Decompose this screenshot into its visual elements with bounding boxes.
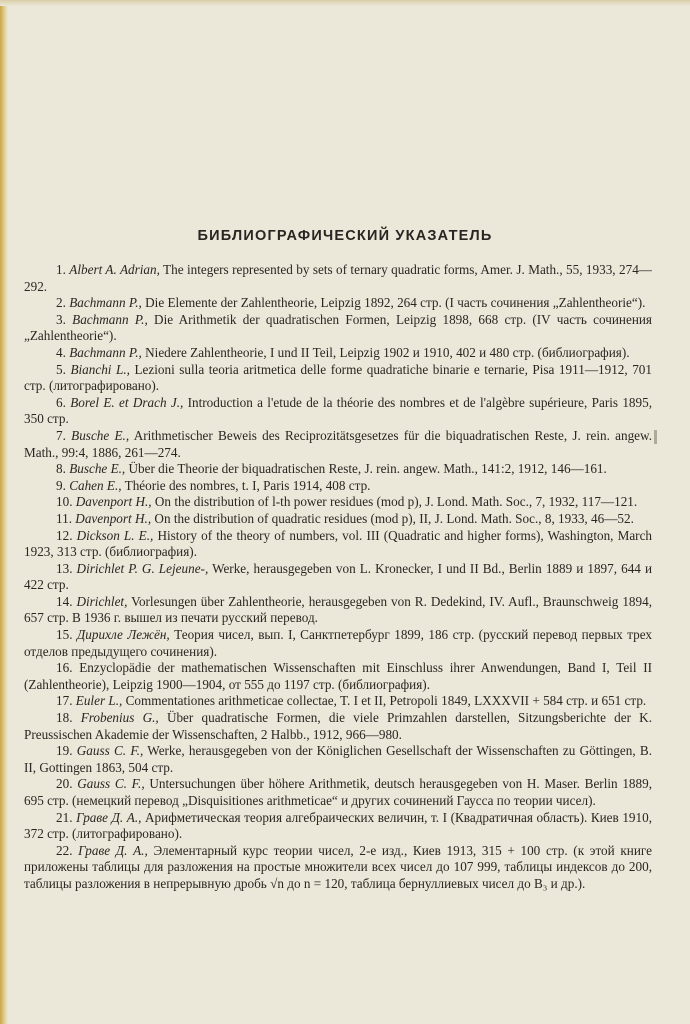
reference-author: Bachmann P., [72, 311, 148, 327]
reference-text: Die Arithmetik der quadratischen Formen, Leipzig 1898, 668 стр. (IV часть сочинения „Zahlentheorie“). [24, 311, 652, 344]
reference-author: Dirichlet P. G. Lejeune-, [76, 560, 209, 576]
reference-author: Дирихле Лежён, [76, 627, 170, 643]
reference-number: 21. [56, 809, 73, 825]
reference-entry [24, 843, 652, 893]
reference-text: Элементарный курс теории чисел, 2-е изд., Киев 1913, 315 + 100 стр. (к этой книге приложены таблицы для разложения на простые множители всех чисел до 107 999, таблицы индексов до 200, таблицы разложения в непрерывную дробь √n до n = 120, таблица бернуллиевых чисел до B₃ и др.). [24, 842, 652, 891]
reference-author: Davenport H., [75, 494, 152, 510]
reference-text: Über die Theorie der biquadratischen Reste, J. rein. angew. Math., 141:2, 1912, 146—161. [125, 461, 607, 477]
reference-author: Dickson L. E., [76, 527, 154, 543]
page-edge [0, 0, 8, 1024]
reference-text: On the distribution of quadratic residues (mod p), II, J. Lond. Math. Soc., 8, 1933, 46—52. [151, 510, 634, 526]
reference-number: 8. [56, 461, 66, 477]
reference-number: 13. [56, 560, 73, 576]
reference-text: Théorie des nombres, t. I, Paris 1914, 408 стр. [121, 477, 371, 493]
reference-entry [24, 561, 652, 594]
page-heading: БИБЛИОГРАФИЧЕСКИЙ УКАЗАТЕЛЬ [197, 228, 493, 244]
reference-author: Frobenius G., [80, 710, 159, 726]
reference-number: 4. [56, 344, 66, 360]
reference-number: 16. [56, 660, 73, 676]
reference-number: 15. [56, 627, 73, 643]
reference-text: Арифметическая теория алгебраических величин, т. I (Квадратичная область). Киев 1910, 372 стр. (литографировано). [24, 809, 653, 842]
reference-list [24, 262, 652, 893]
reference-number: 22. [56, 842, 73, 858]
reference-number: 12. [56, 527, 73, 543]
reference-entry [24, 478, 652, 495]
reference-text: Die Elemente der Zahlentheorie, Leipzig 1892, 264 стр. (I часть сочинения „Zahlentheorie“). [141, 295, 646, 311]
reference-entry [24, 461, 652, 478]
reference-entry [24, 345, 652, 362]
reference-number: 1. [56, 262, 66, 277]
reference-number: 18. [56, 710, 73, 726]
reference-author: Граве Д. А., [78, 842, 148, 858]
reference-text: Commentationes arithmeticae collectae, T. I et II, Petropoli 1849, LXXXVII + 584 стр. и 651 стр. [122, 693, 647, 709]
reference-entry [24, 511, 652, 528]
reference-number: 3. [56, 311, 66, 327]
reference-entry [24, 494, 652, 511]
reference-number: 9. [56, 477, 66, 493]
reference-entry [24, 295, 652, 312]
reference-number: 10. [56, 494, 73, 510]
reference-entry [24, 428, 652, 461]
reference-text: Vorlesungen über Zahlentheorie, herausgegeben von R. Dedekind, IV. Aufl., Braunschweig 1894, 657 стр. В 1936 г. вышел из печати русский перевод. [24, 593, 653, 626]
reference-text: On the distribution of l-th power residues (mod p), J. Lond. Math. Soc., 7, 1932, 117—121. [151, 494, 638, 510]
reference-author: Cahen E., [69, 477, 122, 493]
reference-author: Davenport H., [75, 510, 152, 526]
reference-text: Untersuchungen über höhere Arithmetik, deutsch herausgegeben von H. Maser. Berlin 1889, 695 стр. (немецкий перевод „Disquisitiones arithmeticae“ и других сочинений Гаусса по теории чисел). [24, 776, 652, 808]
reference-entry [24, 660, 652, 693]
reference-text: History of the theory of numbers, vol. III (Quadratic and higher forms), Washington, March 1923, 313 стр. (библиография). [24, 527, 653, 560]
reference-number: 2. [56, 295, 66, 311]
reference-author: Albert A. Adrian, [69, 262, 160, 277]
reference-entry [24, 627, 652, 660]
reference-number: 19. [56, 743, 73, 759]
reference-author: Bachmann P., [69, 344, 142, 360]
reference-author: Gauss C. F., [77, 776, 145, 792]
reference-text: Enzyclopädie der mathematischen Wissenschaften mit Einschluss ihrer Anwendungen, Band I, Teil II (Zahlentheorie), Leipzig 1900—1904, от 555 до 1197 стр. (библиография). [24, 660, 653, 692]
reference-number: 11. [56, 510, 72, 526]
reference-entry [24, 395, 652, 428]
reference-author: Busche E., [69, 461, 126, 477]
reference-entry [24, 594, 652, 627]
reference-entry [24, 362, 652, 395]
reference-text: Werke, herausgegeben von L. Kronecker, I und II Bd., Berlin 1889 и 1897, 644 и 422 стр. [24, 560, 653, 593]
ink-smudge [654, 430, 657, 444]
reference-number: 5. [56, 361, 66, 377]
reference-text: Introduction a l'etude de la théorie des nombres et de l'algèbre supérieure, Paris 1895, 350 стр. [24, 394, 653, 427]
reference-text: Arithmetischer Beweis des Reciprozitätsgesetzes für die biquadratischen Reste, J. rein. angew. Math., 99:4, 1886, 261—274. [24, 427, 652, 460]
reference-author: Dirichlet, [76, 593, 128, 609]
reference-entry [24, 776, 652, 809]
reference-entry [24, 262, 652, 295]
reference-entry [24, 710, 652, 743]
reference-text: Lezioni sulla teoria aritmetica delle forme quadratiche binarie e ternarie, Pisa 1911—1912, 701 стр. (литографировано). [24, 361, 652, 394]
reference-entry [24, 693, 652, 710]
reference-author: Gauss C. F., [76, 743, 144, 759]
reference-entry [24, 312, 652, 345]
page-edge-top [0, 0, 690, 6]
reference-text: Теория чисел, вып. I, Санктпетербург 1899, 186 стр. (русский перевод первых трех отделов предыдущего сочинения). [24, 627, 653, 659]
reference-text: The integers represented by sets of ternary quadratic forms, Amer. J. Math., 55, 1933, 274—292. [24, 262, 652, 294]
reference-number: 6. [56, 394, 66, 410]
reference-author: Граве Д. А., [76, 809, 142, 825]
reference-author: Busche E., [71, 427, 130, 443]
reference-author: Bachmann P., [69, 295, 142, 311]
reference-number: 7. [56, 427, 66, 443]
reference-author: Euler L., [75, 693, 123, 709]
reference-text: Werke, herausgegeben von der Königlichen Gesellschaft der Wissenschaften zu Göttingen, B. II, Gottingen 1863, 504 стр. [24, 743, 652, 775]
reference-author: Bianchi L., [70, 361, 130, 377]
reference-entry [24, 743, 652, 776]
reference-number: 17. [56, 693, 73, 709]
reference-author: Borel E. et Drach J., [70, 394, 184, 410]
reference-entry [24, 528, 652, 561]
reference-text: Niedere Zahlentheorie, I und II Teil, Leipzig 1902 и 1910, 402 и 480 стр. (библиография). [141, 344, 630, 360]
reference-number: 20. [56, 776, 73, 792]
reference-number: 14. [56, 593, 73, 609]
reference-entry [24, 810, 652, 843]
reference-text: Über quadratische Formen, die viele Primzahlen darstellen, Sitzungsberichte der K. Preussischen Akademie der Wissenschaften, 2 Halbb., 1912, 966—980. [24, 710, 652, 742]
